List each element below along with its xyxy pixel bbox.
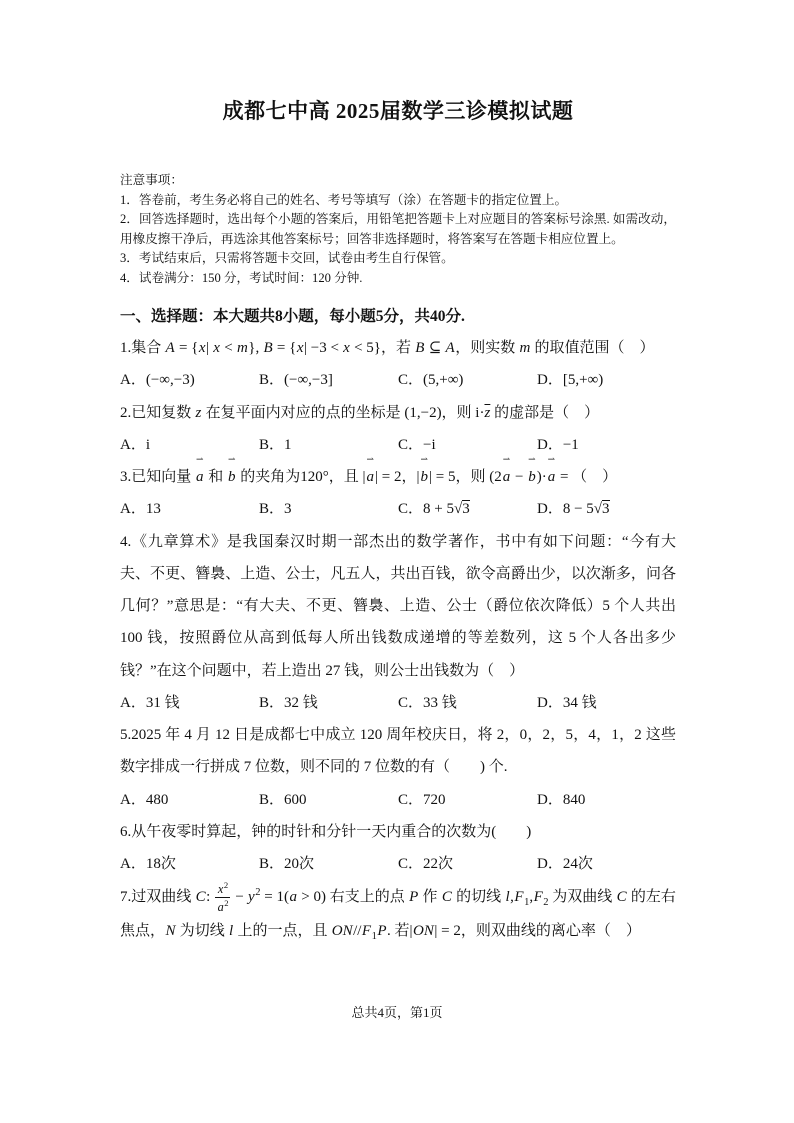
question-2-option-c: C．−i: [398, 436, 436, 453]
section-heading-choice: 一、选择题：本大题共8小题，每小题5分，共40分.: [120, 308, 465, 326]
notices: [120, 171, 676, 288]
question-3-option-d: D．8 − 5 √ 3: [537, 493, 676, 525]
question-1-option-a: A．(−∞,−3): [120, 372, 195, 389]
question-5-option-d: D．840: [537, 791, 586, 808]
question-3-stem: 3.已知向量 a ⇀ 和 b ⇀ 的夹角为120°，且 |a ⇀| = 2，|b ⇀| = 5，则 (2a ⇀ − b ⇀)·a ⇀ = （ ）: [120, 461, 676, 493]
notices-heading: 注意事项：: [120, 173, 183, 187]
question-4-options: [120, 687, 676, 719]
notice-item-2: 2．回答选择题时，选出每个小题的答案后，用铅笔把答题卡上对应题目的答案标号涂黑. 如需改动，用橡皮擦干净后，再选涂其他答案标号；回答非选择题时，将答案写在答题卡相应位置上。: [120, 212, 676, 246]
question-2: [120, 397, 676, 462]
notice-item-4: 4．试卷满分：150 分，考试时间：120 分钟.: [120, 270, 363, 285]
question-4-option-b: B．32 钱: [259, 694, 318, 711]
question-4-stem: 4.《九章算术》是我国秦汉时期一部杰出的数学著作，书中有如下问题：“今有大夫、不更、簪裊、上造、公士，凡五人，共出百钱，欲令高爵出少，以次渐多，问各几何？”意思是：“有大夫、不更、簪裊、上造、公士（爵位依次降低）5 个人共出 100 钱，按照爵位从高到低每人所出钱数成递增的等差数列，这 5 个人各出多少钱？”在这个问题中，若上造出 27 钱，则公士出钱数为（ ）: [120, 533, 676, 679]
question-7-stem: 7.过双曲线 C: $\frac{x^2}{a^2}$ − $y^2 = 1(a > 0)$ 右支上的点 P 作 C 的切线 $l,F_1,F_2$ 为双曲线 C 的左右焦点，N 为切线 l 上的一点，且 $ON//F_1P$. 若|ON| = 2，则双曲线的离心率（ ）: [120, 880, 676, 943]
question-1: [120, 332, 676, 397]
question-list: [120, 332, 676, 949]
question-5-stem: 5.2025 年 4 月 12 日是成都七中成立 120 周年校庆日，将 2，0，2，5，4，1，2 这些数字排成一行拼成 7 位数，则不同的 7 位数的有（ ) 个.: [120, 727, 676, 776]
question-6-options: [120, 848, 676, 880]
question-2-option-a: A．i: [120, 436, 151, 453]
question-6-stem: 6.从午夜零时算起，钟的时针和分针一天内重合的次数为( ): [120, 823, 532, 840]
question-1-option-b: B．(−∞,−3]: [259, 372, 333, 389]
question-2-stem: 2.已知复数 z 在复平面内对应的点的坐标是 (1,−2)，则 $i\cdot\overline{z}$ 的虚部是（ ）: [120, 404, 600, 421]
notice-item-3: 3．考试结束后，只需将答题卡交回，试卷由考生自行保管。: [120, 251, 454, 266]
question-4-option-d: D．34 钱: [537, 694, 597, 711]
question-1-option-d: D．[5,+∞): [537, 372, 604, 389]
question-6-option-d: D．24次: [537, 856, 593, 873]
question-4-option-c: C．33 钱: [398, 694, 457, 711]
question-5: [120, 719, 676, 816]
question-6-option-a: A．18次: [120, 856, 176, 873]
question-2-option-b: B．1: [259, 436, 292, 453]
question-2-option-d: D．−1: [537, 436, 579, 453]
question-5-options: [120, 784, 676, 816]
question-3-option-a: A．13: [120, 501, 161, 518]
question-5-option-c: C．720: [398, 791, 446, 808]
question-7: [120, 880, 676, 948]
question-3-option-c: C．8 + 5 √ 3: [398, 493, 537, 525]
question-1-option-c: C．(5,+∞): [398, 372, 464, 389]
notice-item-1: 1．答卷前，考生务必将自己的姓名、考号等填写（涂）在答题卡的指定位置上。: [120, 192, 568, 207]
question-6-option-b: B．20次: [259, 856, 315, 873]
question-1-options: [120, 364, 676, 396]
question-6-option-c: C．22次: [398, 856, 454, 873]
question-3: [120, 461, 676, 526]
question-4: [120, 526, 676, 720]
question-3-options: [120, 493, 676, 525]
question-5-option-b: B．600: [259, 791, 307, 808]
page-footer: 总共4页，第1页: [351, 1005, 443, 1020]
exam-title: 成都七中高 2025届数学三诊模拟试题: [222, 99, 574, 123]
question-5-option-a: A．480: [120, 791, 169, 808]
question-3-option-b: B．3: [259, 501, 292, 518]
question-6: [120, 816, 676, 881]
question-1-stem: 1.集合 A = {x| x < m}, B = {x| −3 < x < 5}，若 B ⊆ A，则实数 m 的取值范围（ ）: [120, 340, 655, 357]
question-4-option-a: A．31 钱: [120, 694, 180, 711]
